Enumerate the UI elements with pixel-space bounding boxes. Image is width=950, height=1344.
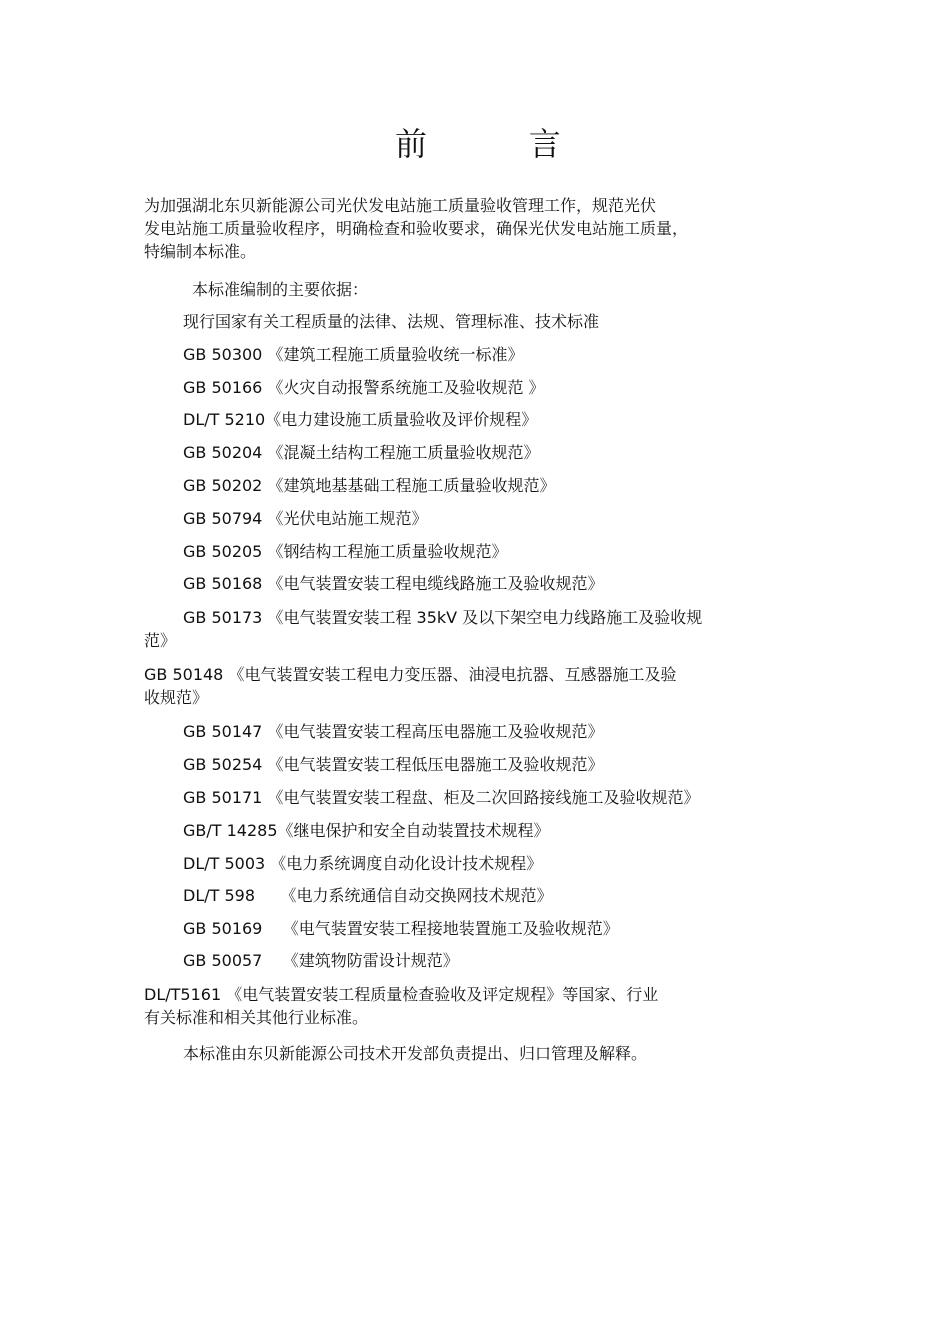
list-item: DL/T5161 《电气装置安装工程质量检查验收及评定规程》等国家、行业 (144, 985, 659, 1004)
list-item: GB 50057 《建筑物防雷设计规范》 (183, 951, 459, 970)
list-item: GB 50794 《光伏电站施工规范》 (183, 509, 428, 528)
list-item: GB 50147 《电气装置安装工程高压电器施工及验收规范》 (183, 722, 604, 741)
list-item: GB 50148 《电气装置安装工程电力变压器、油浸电抗器、互感器施工及验 (144, 665, 677, 684)
list-item-continuation: 收规范》 (144, 688, 209, 707)
list-item: DL/T 598 《电力系统通信自动交换网技术规范》 (183, 886, 553, 905)
list-item: GB 50171 《电气装置安装工程盘、柜及二次回路接线施工及验收规范》 (183, 788, 700, 807)
list-item: GB 50205 《钢结构工程施工质量验收规范》 (183, 542, 508, 561)
list-item: GB 50166 《火灾自动报警系统施工及验收规范 》 (183, 378, 545, 397)
list-item: GB 50168 《电气装置安装工程电缆线路施工及验收规范》 (183, 574, 604, 593)
closing-statement: 本标准由东贝新能源公司技术开发部负责提出、归口管理及解释。 (183, 1044, 648, 1063)
intro-line: 为加强湖北东贝新能源公司光伏发电站施工质量验收管理工作，规范光伏 (144, 196, 657, 215)
basis-heading: 本标准编制的主要依据： (192, 280, 369, 299)
list-item: GB/T 14285《继电保护和安全自动装置技术规程》 (183, 821, 550, 840)
list-item: GB 50204 《混凝土结构工程施工质量验收规范》 (183, 443, 540, 462)
list-item: GB 50300 《建筑工程施工质量验收统一标准》 (183, 345, 524, 364)
list-item-continuation: 范》 (144, 631, 177, 650)
list-item: GB 50254 《电气装置安装工程低压电器施工及验收规范》 (183, 755, 604, 774)
intro-line: 特编制本标准。 (144, 242, 257, 261)
list-item-continuation: 有关标准和相关其他行业标准。 (144, 1008, 369, 1027)
list-item: DL/T 5210《电力建设施工质量验收及评价规程》 (183, 410, 538, 429)
intro-line: 发电站施工质量验收程序，明确检查和验收要求，确保光伏发电站施工质量， (144, 219, 689, 238)
list-item: GB 50202 《建筑地基基础工程施工质量验收规范》 (183, 476, 556, 495)
list-item: GB 50169 《电气装置安装工程接地装置施工及验收规范》 (183, 919, 619, 938)
page-title: 前 言 (395, 125, 561, 163)
list-item: GB 50173 《电气装置安装工程 35kV 及以下架空电力线路施工及验收规 (183, 608, 703, 627)
list-item: DL/T 5003 《电力系统调度自动化设计技术规程》 (183, 854, 543, 873)
list-item: 现行国家有关工程质量的法律、法规、管理标准、技术标准 (183, 312, 600, 331)
